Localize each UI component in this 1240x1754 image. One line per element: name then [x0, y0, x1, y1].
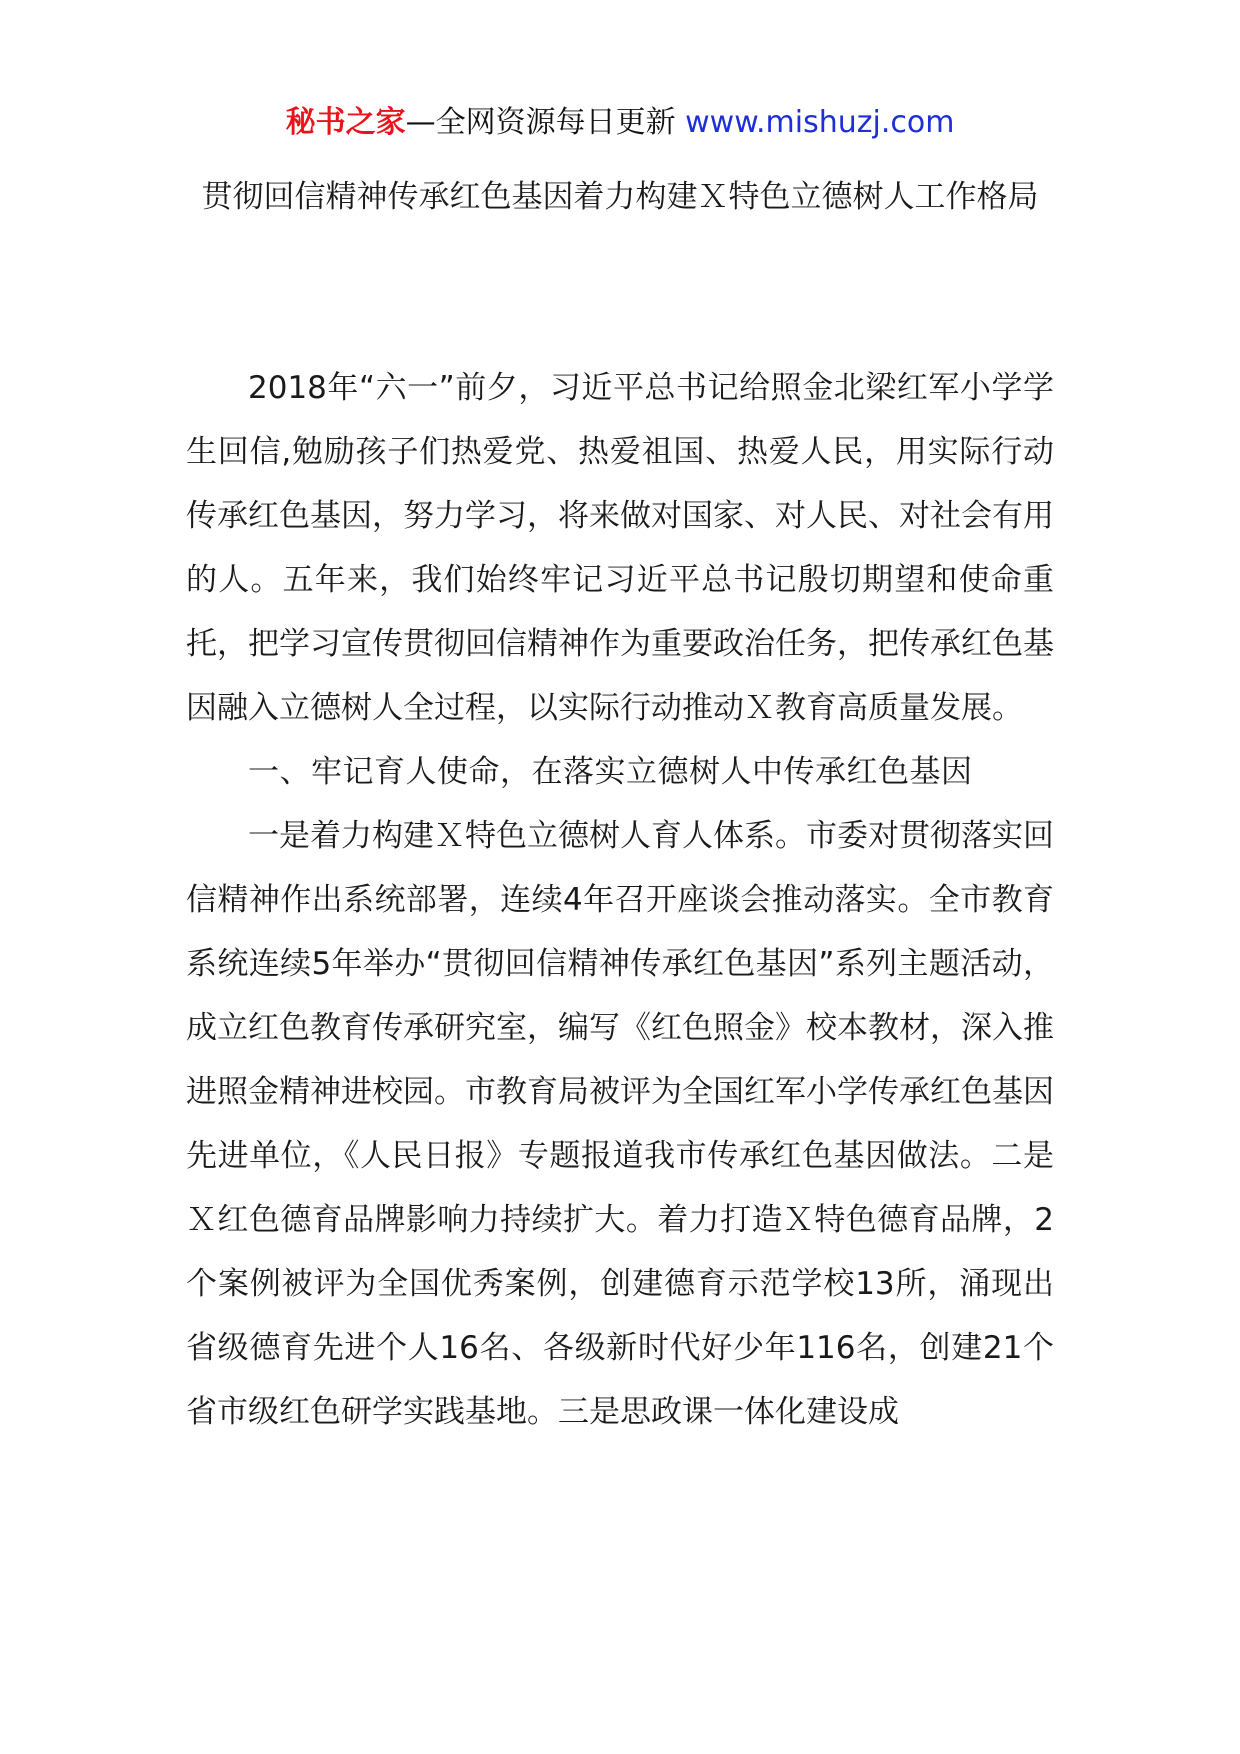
intro-paragraph: 2018年“六一”前夕，习近平总书记给照金北梁红军小学学生回信,勉励孩子们热爱党、热爱祖国、热爱人民，用实际行动传承红色基因，努力学习，将来做对国家、对人民、对社会有用的人。五年来，我们始终牢记习近平总书记殷切期望和使命重托，把学习宣传贯彻回信精神作为重要政治任务，把传承红色基因融入立德树人全过程，以实际行动推动Ｘ教育高质量发展。: [186, 370, 1054, 726]
document-title: 贯彻回信精神传承红色基因着力构建Ｘ特色立德树人工作格局: [201, 179, 1039, 215]
site-header: [0, 103, 1240, 143]
section-heading: 一、牢记育人使命，在落实立德树人中传承红色基因: [248, 754, 973, 790]
site-tagline: —全网资源每日更新: [405, 105, 686, 140]
document-body: [186, 356, 1054, 1444]
site-name: 秘书之家: [285, 105, 406, 140]
site-url-link[interactable]: www.mishuzj.com: [685, 105, 955, 140]
section-paragraph: 一是着力构建Ｘ特色立德树人育人体系。市委对贯彻落实回信精神作出系统部署，连续4年召开座谈会推动落实。全市教育系统连续5年举办“贯彻回信精神传承红色基因”系列主题活动，成立红色教育传承研究室，编写《红色照金》校本教材，深入推进照金精神进校园。市教育局被评为全国红军小学传承红色基因先进单位，《人民日报》专题报道我市传承红色基因做法。二是Ｘ红色德育品牌影响力持续扩大。着力打造Ｘ特色德育品牌，2个案例被评为全国优秀案例，创建德育示范学校13所，涌现出省级德育先进个人16名、各级新时代好少年116名，创建21个省市级红色研学实践基地。三是思政课一体化建设成: [186, 818, 1054, 1430]
